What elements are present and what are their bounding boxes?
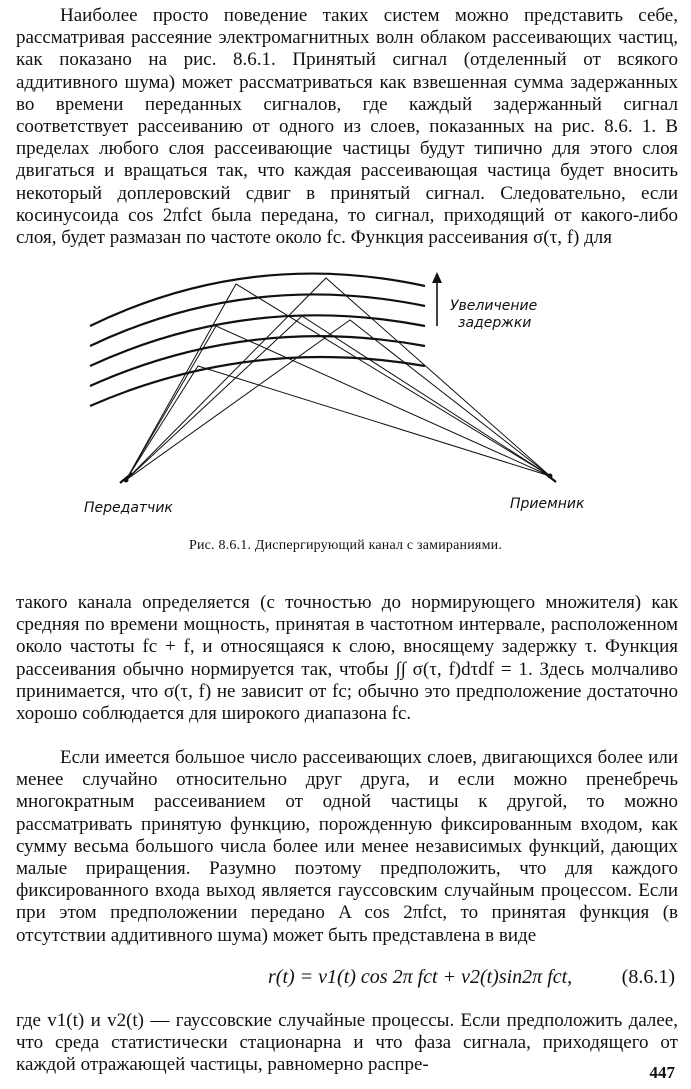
figure-caption: Рис. 8.6.1. Диспергирующий канал с замираниями. (188, 538, 503, 553)
equation-body: r(t) = v1(t) cos 2π fct + v2(t)sin2π fct, (268, 966, 573, 988)
receiver-label: Приемник (510, 496, 585, 512)
paragraph-scattering-function: такого канала определяется (с точностью до нормирующего множителя) как средняя по времени мощность, принятая в частотном интервале, расположенном около частоты fc + f, и относящаяся к слою, вносящему задержку τ. Функция рассеивания обычно нормируется так, чтобы ∫∫ σ(τ, f)dτdf = 1. Здесь молчаливо принимается, что σ(τ, f) не зависит от fc; обычно это предположение достаточно хорошо соблюдается для широкого диапазона fc. (16, 592, 678, 725)
delay-arrow-head (432, 272, 442, 283)
delay-label-line-1: Увеличение (450, 298, 538, 314)
paragraph-scattering-intro: Наиболее просто поведение таких систем можно представить себе, рассматривая рассеяние электромагнитных волн облаком рассеивающих частиц, как показано на рис. 8.6.1. Принятый сигнал (отделенный от всякого аддитивного шума) может рассматриваться как взвешенная сумма задержанных во времени переданных сигналов, где каждый задержанный сигнал соответствует рассеиванию от одного из слоев, показанных на рис. 8.6. 1. В пределах любого слоя рассеивающие частицы будут типично для этого слоя двигаться и вращаться так, что каждая рассеивающая частица будет вносить некоторый доплеровский сдвиг в принятый сигнал. Следовательно, если косинусоида cos 2πfct была передана, то сигнал, приходящий от какого-либо слоя, будет размазан по частоте около fc. Функция рассеивания σ(τ, f) для (16, 5, 678, 249)
antennas (120, 471, 556, 483)
page-number: 447 (649, 1063, 675, 1082)
paragraph-gaussian-process: Если имеется большое число рассеивающих слоев, двигающихся более или менее случайно относительно друг друга, и если можно пренебречь многократным рассеиванием от одной частицы к другой, то можно рассматривать принятую функцию, порожденную фиксированным входом, как сумму весьма большого числа более или менее независимых функций, дающих малые приращения. Разумно поэтому предположить, что для каждого фиксированного входа выход является гауссовским случайным процессом. Если при этом предположении передано A cos 2πfct, то принятая функция (в отсутствии аддитивного шума) может быть представлена в виде (16, 747, 678, 946)
equation-8-6-1 (0, 966, 691, 996)
ray-path (126, 326, 550, 480)
transmitter-point (124, 478, 128, 482)
delay-label-line-2: задержки (458, 315, 532, 331)
equation-number: (8.6.1) (621, 966, 675, 988)
figure-dispersive-channel (80, 268, 600, 528)
ray-path (126, 366, 550, 480)
ray-path (126, 316, 550, 480)
delay-arrow (432, 272, 442, 326)
transmitter-label: Передатчик (84, 500, 173, 516)
receiver-point (548, 474, 552, 478)
paragraph-continuation: где v1(t) и v2(t) — гауссовские случайные процессы. Если предположить далее, что среда статистически стационарна и что фаза сигнала, приходящего от каждой отражающей частицы, равномерно распре- (16, 1010, 678, 1076)
scattering-layer (90, 357, 425, 406)
channel-diagram (80, 268, 600, 528)
delay-label (450, 298, 542, 331)
